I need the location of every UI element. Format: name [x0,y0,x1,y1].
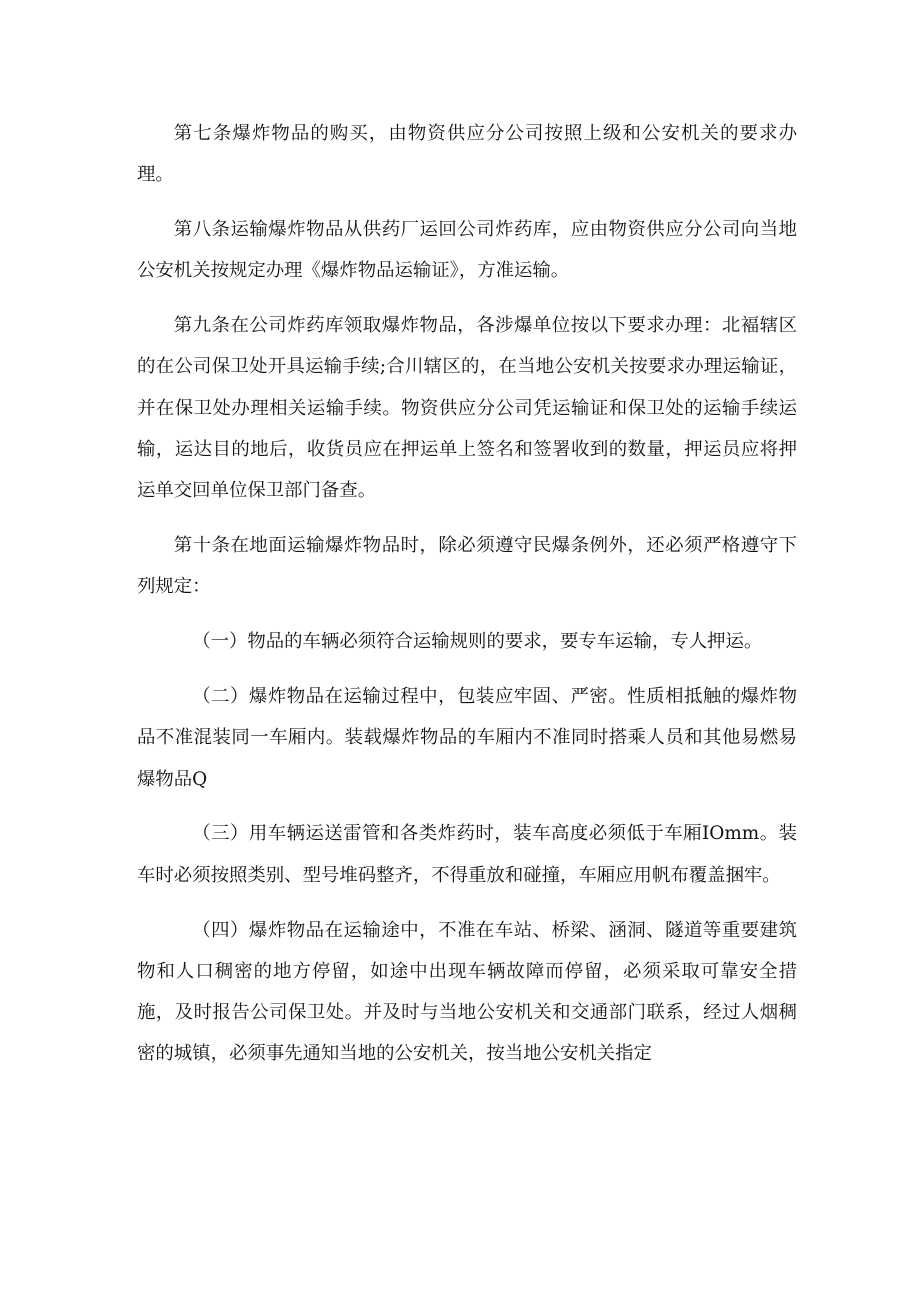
rule-1-paragraph: （一）物品的车辆必须符合运输规则的要求，要专车运输，专人押运。 [192,631,763,653]
rule-2-paragraph: （二）爆炸物品在运输过程中，包装应牢固、严密。性质相抵触的爆炸物品不准混装同一车厢内。装载爆炸物品的车厢内不准同时搭乘人员和其他易燃易爆物品Q [137,686,797,790]
article-9-paragraph: 第九条在公司炸药库领取爆炸物品，各涉爆单位按以下要求办理：北褔辖区的在公司保卫处开具运输手续;合川辖区的，在当地公安机关按要求办理运输证，并在保卫处办理相关运输手续。物资供应分公司凭运输证和保卫处的运输手续运输，运达目的地后，收货员应在押运单上签名和签署收到的数量，押运员应将押运单交回单位保卫部门备查。 [137,315,797,502]
article-10-paragraph: 第十条在地面运输爆炸物品时，除必须遵守民爆条例外，还必须严格遵守下列规定： [137,535,797,598]
article-7-paragraph: 第七条爆炸物品的购买，由物资供应分公司按照上级和公安机关的要求办理。 [137,123,797,186]
document-body [137,113,797,1088]
rule-4-paragraph: （四）爆炸物品在运输途中，不准在车站、桥梁、涵洞、隧道等重要建筑物和人口稠密的地方停留，如途中出现车辆故障而停留，必须采取可靠安全措施，及时报告公司保卫处。并及时与当地公安机关和交通部门联系，经过人烟稠密的城镇，必须事先通知当地的公安机关，按当地公安机关指定 [137,919,797,1065]
rule-3-paragraph: （三）用车辆运送雷管和各类炸药时，装车高度必须低于车厢IOmm。装车时必须按照类别、型号堆码整齐，不得重放和碰撞，车厢应用帆布覆盖捆牢。 [137,823,797,886]
article-8-paragraph: 第八条运输爆炸物品从供药厂运回公司炸药库，应由物资供应分公司向当地公安机关按规定办理《爆炸物品运输证》，方准运输。 [137,219,797,282]
